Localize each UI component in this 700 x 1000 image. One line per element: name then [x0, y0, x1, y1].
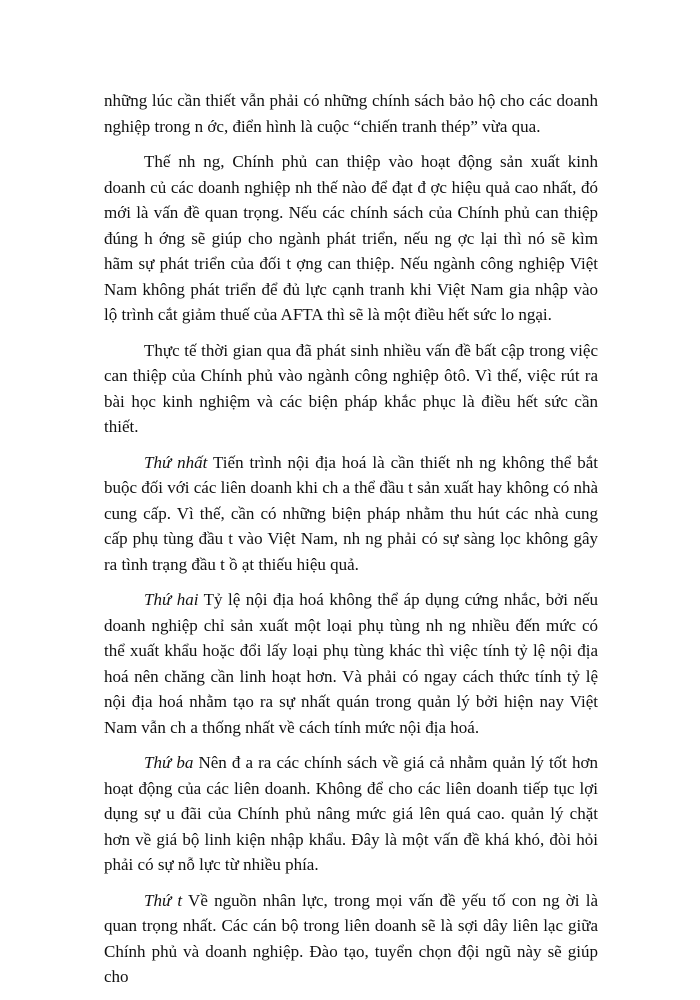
paragraph-6: [104, 750, 598, 878]
paragraph-text: Thực tế thời gian qua đã phát sinh nhiều vấn đề bất cập trong việc can thiệp của Chính phủ vào ngành công nghiệp ôtô. Vì thế, việc rút ra bài học kinh nghiệm và các biện pháp khắc phục là điều hết sức cần thiết.: [104, 340, 598, 436]
paragraph-text: Tỷ lệ nội địa hoá không thể áp dụng cứng nhắc, bởi nếu doanh nghiệp chỉ sản xuất một loại phụ tùng nh ng nhiều đến mức có thể xuất khẩu hoặc đổi lấy loại phụ tùng khác thì việc tính tỷ lệ nội địa hoá nên chăng cần linh hoạt hơn. Và phải có ngay cách thức tính tỷ lệ nội địa hoá nhằm tạo ra sự nhất quán trong quản lý bởi hiện nay Việt Nam vẫn ch a thống nhất về cách tính mức nội địa hoá.: [104, 590, 598, 737]
paragraph-5: [104, 587, 598, 740]
paragraph-text: Về nguồn nhân lực, trong mọi vấn đề yếu tố con ng ời là quan trọng nhất. Các cán bộ trong liên doanh sẽ là sợi dây liên lạc giữa Chính phủ và doanh nghiệp. Đào tạo, tuyển chọn đội ngũ này sẽ giúp cho: [104, 890, 598, 986]
paragraph-lead: Thứ nhất: [144, 452, 208, 472]
paragraph-2: [104, 149, 598, 328]
paragraph-text: Nên đ a ra các chính sách về giá cả nhằm quản lý tốt hơn hoạt động của các liên doanh. Không để cho các liên doanh tiếp tục lợi dụng sự u đãi của Chính phủ nâng mức giá lên quá cao. quản lý chặt hơn về giá bộ linh kiện nhập khẩu. Đây là một vấn đề khá khó, đòi hỏi phải có sự nỗ lực từ nhiều phía.: [104, 753, 598, 874]
paragraph-lead: Thứ t: [144, 890, 183, 910]
paragraph-lead: Thứ ba: [144, 753, 194, 772]
paragraph-3: [104, 338, 598, 440]
paragraph-1: [104, 88, 598, 139]
paragraph-4: [104, 450, 598, 578]
document-body: [104, 88, 598, 1000]
paragraph-lead: Thứ hai: [144, 590, 199, 609]
paragraph-text: những lúc cần thiết vẫn phải có những chính sách bảo hộ cho các doanh nghiệp trong n ớc, điển hình là cuộc “chiến tranh thép” vừa qua.: [104, 91, 598, 136]
paragraph-text: Thế nh ng, Chính phủ can thiệp vào hoạt động sản xuất kinh doanh củ các doanh nghiệp nh thế nào để đạt đ ợc hiệu quả cao nhất, đó mới là vấn đề quan trọng. Nếu các chính sách của Chính phủ can thiệp đúng h ớng sẽ giúp cho ngành phát triển, nếu ng ợc lại thì nó sẽ kìm hãm sự phát triển của đối t ợng can thiệp. Nếu ngành công nghiệp Việt Nam không phát triển để đủ lực cạnh tranh khi Việt Nam gia nhập vào lộ trình cắt giảm thuế của AFTA thì sẽ là một điều hết sức lo ngại.: [104, 152, 598, 324]
paragraph-text: Tiến trình nội địa hoá là cần thiết nh ng không thể bắt buộc đối với các liên doanh khi ch a thể đầu t sản xuất hay không có nhà cung cấp. Vì thế, cần có những biện pháp nhằm thu hút các nhà cung cấp phụ tùng đầu t vào Việt Nam, nh ng phải có sự sàng lọc không gây ra tình trạng đầu t ồ ạt thiếu hiệu quả.: [104, 452, 598, 574]
paragraph-7: [104, 888, 598, 990]
